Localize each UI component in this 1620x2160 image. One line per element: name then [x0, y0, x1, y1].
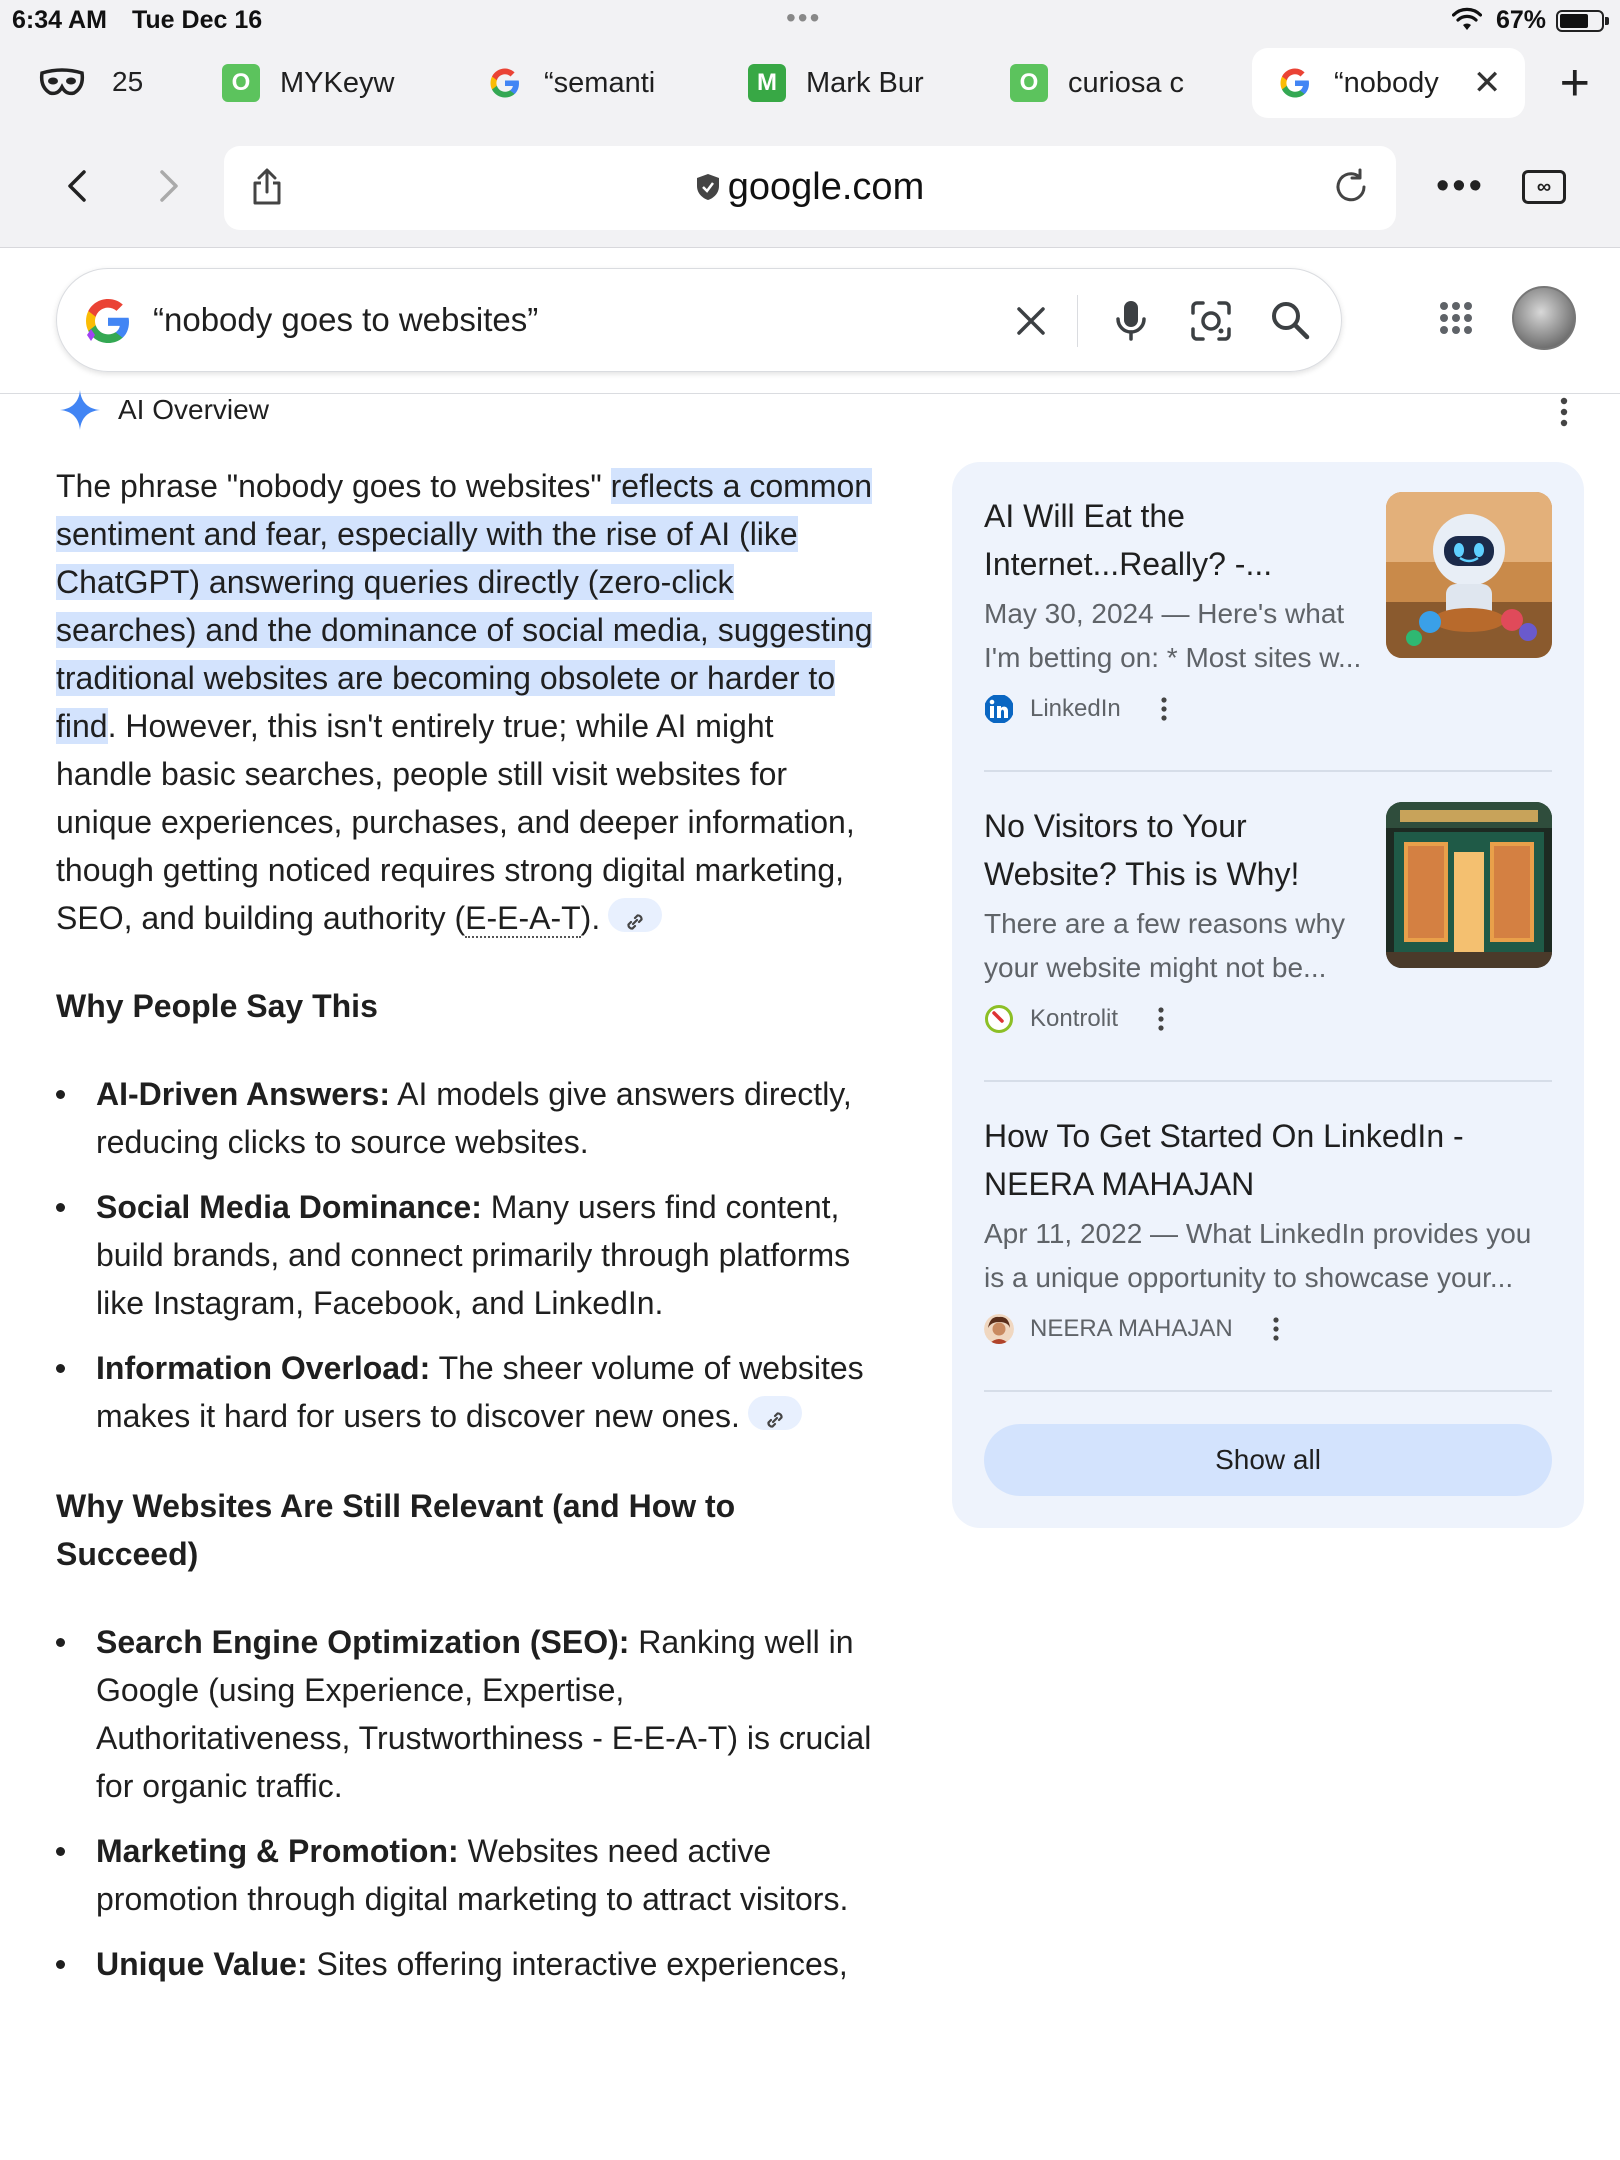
tab-label: “nobody — [1334, 66, 1439, 99]
battery-icon — [1556, 10, 1604, 32]
back-arrow-icon[interactable] — [58, 166, 98, 206]
favicon-o-icon: O — [222, 64, 260, 102]
tab-nobody-active[interactable] — [1252, 48, 1525, 118]
ai-overview-body — [56, 462, 876, 1988]
url-text: google.com — [727, 166, 925, 208]
list-item — [56, 1618, 876, 1810]
why-relevant-list — [56, 1618, 876, 1988]
new-tab-plus-icon[interactable]: + — [1559, 54, 1590, 112]
link-icon — [624, 911, 646, 933]
section-heading-why-people: Why People Say This — [56, 988, 378, 1024]
status-date: Tue Dec 16 — [132, 6, 263, 34]
list-item-text: Websites need active promotion through digital marketing to attract visitors. — [96, 1833, 849, 1917]
source-title[interactable]: AI Will Eat the Internet...Really? -... — [984, 498, 1273, 582]
tab-mykeyw[interactable] — [222, 48, 394, 118]
kontrolit-icon — [984, 1004, 1014, 1034]
status-time: 6:34 AM — [12, 6, 107, 34]
source-title[interactable]: How To Get Started On LinkedIn - NEERA MAHAJAN — [984, 1118, 1464, 1202]
google-search-header — [0, 248, 1620, 394]
forward-arrow-icon[interactable] — [148, 166, 188, 206]
list-item-title: Social Media Dominance: — [96, 1189, 482, 1225]
list-item-text: AI models give answers directly, reducing clicks to source websites. — [96, 1076, 852, 1160]
secure-shield-icon — [696, 173, 720, 201]
source-card[interactable] — [984, 492, 1552, 724]
clear-search-icon[interactable] — [1007, 297, 1055, 345]
source-card[interactable] — [984, 1112, 1552, 1344]
wifi-icon — [1452, 6, 1482, 32]
list-item-title: Information Overload: — [96, 1350, 431, 1386]
highlighted-text: reflects a common sentiment and fear, especially with the rise of AI (like ChatGPT) answering queries directly (zero-click searches) and the dominance of social media, suggesting traditional websites are becoming obsolete or harder to find — [56, 468, 873, 744]
link-icon — [764, 1409, 786, 1431]
tab-label: Mark Bur — [806, 66, 924, 99]
sources-panel — [952, 462, 1584, 1528]
source-site-name: NEERA MAHAJAN — [1030, 1315, 1233, 1342]
list-item — [56, 1940, 876, 1988]
source-title[interactable]: No Visitors to Your Website? This is Why! — [984, 808, 1300, 892]
source-link-chip[interactable] — [748, 1396, 802, 1430]
storefront-thumbnail[interactable] — [1386, 802, 1552, 968]
favicon-o-icon: O — [1010, 64, 1048, 102]
google-apps-grid-icon[interactable] — [1438, 300, 1474, 336]
favicon-m-icon: M — [748, 64, 786, 102]
source-menu-icon[interactable] — [1269, 1315, 1283, 1343]
tab-curiosa[interactable] — [1010, 48, 1184, 118]
source-card[interactable] — [984, 802, 1552, 1034]
intro-end: ). — [580, 900, 601, 936]
address-bar[interactable] — [224, 146, 1396, 230]
mask-icon — [38, 67, 86, 97]
user-avatar[interactable] — [1512, 286, 1576, 350]
author-avatar-icon — [984, 1314, 1014, 1344]
robot-thumbnail[interactable] — [1386, 492, 1552, 658]
eeat-abbreviation[interactable]: E-E-A-T — [465, 900, 581, 936]
tab-mark-bur[interactable] — [748, 48, 924, 118]
close-tab-icon[interactable]: ✕ — [1472, 64, 1502, 102]
reload-icon[interactable] — [1332, 168, 1370, 206]
list-item — [56, 1827, 876, 1923]
list-item-title: Search Engine Optimization (SEO): — [96, 1624, 630, 1660]
ai-overview-menu-icon[interactable] — [1552, 394, 1576, 430]
source-snippet: May 30, 2024 — Here's what I'm betting on: * Most sites w... — [984, 598, 1362, 673]
battery-percent: 67% — [1495, 6, 1546, 34]
intro-text-continued: . However, this isn't entirely true; while AI might handle basic searches, people still visit websites for unique experiences, purchases, and deeper information, though getting noticed requires strong digital marketing, SEO, and building authority ( — [56, 708, 855, 936]
tab-label: curiosa c — [1068, 66, 1185, 99]
source-divider — [984, 770, 1552, 772]
show-all-button[interactable]: Show all — [984, 1424, 1552, 1496]
ai-overview-intro — [56, 462, 876, 942]
list-item-title: Unique Value: — [96, 1946, 308, 1982]
tab-label: MYKeyw — [280, 66, 395, 99]
intro-text: The phrase "nobody goes to websites" — [56, 468, 611, 504]
list-item-title: AI-Driven Answers: — [96, 1076, 390, 1112]
source-divider — [984, 1080, 1552, 1082]
ai-overview-label: AI Overview — [118, 394, 269, 425]
search-icon[interactable] — [1265, 295, 1317, 347]
source-menu-icon[interactable] — [1157, 695, 1171, 723]
list-item-text: Ranking well in Google (using Experience, Expertise, Authoritativeness, Trustworthiness - E-E-A-T) is crucial for organic traffic. — [96, 1624, 872, 1804]
reading-list-icon[interactable]: ∞ — [1522, 170, 1566, 204]
why-people-list — [56, 1070, 876, 1440]
source-snippet: There are a few reasons why your website might not be... — [984, 908, 1346, 983]
linkedin-icon — [984, 694, 1014, 724]
source-snippet: Apr 11, 2022 — What LinkedIn provides you is a unique opportunity to showcase your... — [984, 1218, 1532, 1293]
section-heading-why-relevant: Why Websites Are Still Relevant (and How to Succeed) — [56, 1488, 736, 1572]
tab-label: “semanti — [544, 66, 656, 99]
source-divider — [984, 1390, 1552, 1392]
search-divider — [1077, 295, 1078, 347]
search-box[interactable] — [56, 268, 1342, 372]
source-site-name: Kontrolit — [1030, 1005, 1119, 1032]
more-options-icon[interactable]: ••• — [1436, 165, 1485, 207]
search-query-text: “nobody goes to websites” — [153, 301, 539, 338]
list-item-text: Many users find content, build brands, and connect primarily through platforms like Instagram, Facebook, and LinkedIn. — [96, 1189, 851, 1321]
tab-bar — [0, 40, 1620, 126]
navigation-bar — [0, 126, 1620, 248]
ai-overview-header — [58, 388, 269, 432]
list-item-text: Sites offering interactive experiences, — [307, 1946, 848, 1982]
tab-semantic[interactable] — [486, 48, 655, 118]
list-item — [56, 1183, 876, 1327]
google-lens-icon[interactable] — [1185, 295, 1237, 347]
list-item — [56, 1344, 876, 1440]
tab-count: 25 — [112, 66, 144, 97]
google-g-icon — [1276, 64, 1314, 102]
microphone-icon[interactable] — [1107, 295, 1155, 347]
source-link-chip[interactable] — [608, 898, 662, 932]
multitasking-dots-icon[interactable]: ••• — [786, 2, 822, 33]
source-menu-icon[interactable] — [1154, 1005, 1168, 1033]
status-bar — [0, 0, 1620, 40]
google-g-icon — [486, 64, 524, 102]
source-site-name: LinkedIn — [1030, 695, 1121, 722]
private-tabs-button[interactable] — [38, 66, 143, 98]
list-item-title: Marketing & Promotion: — [96, 1833, 459, 1869]
list-item-text: The sheer volume of websites makes it hard for users to discover new ones. — [96, 1350, 864, 1434]
list-item — [56, 1070, 876, 1166]
google-ai-logo-icon — [81, 295, 137, 347]
ai-sparkle-icon — [58, 388, 102, 432]
